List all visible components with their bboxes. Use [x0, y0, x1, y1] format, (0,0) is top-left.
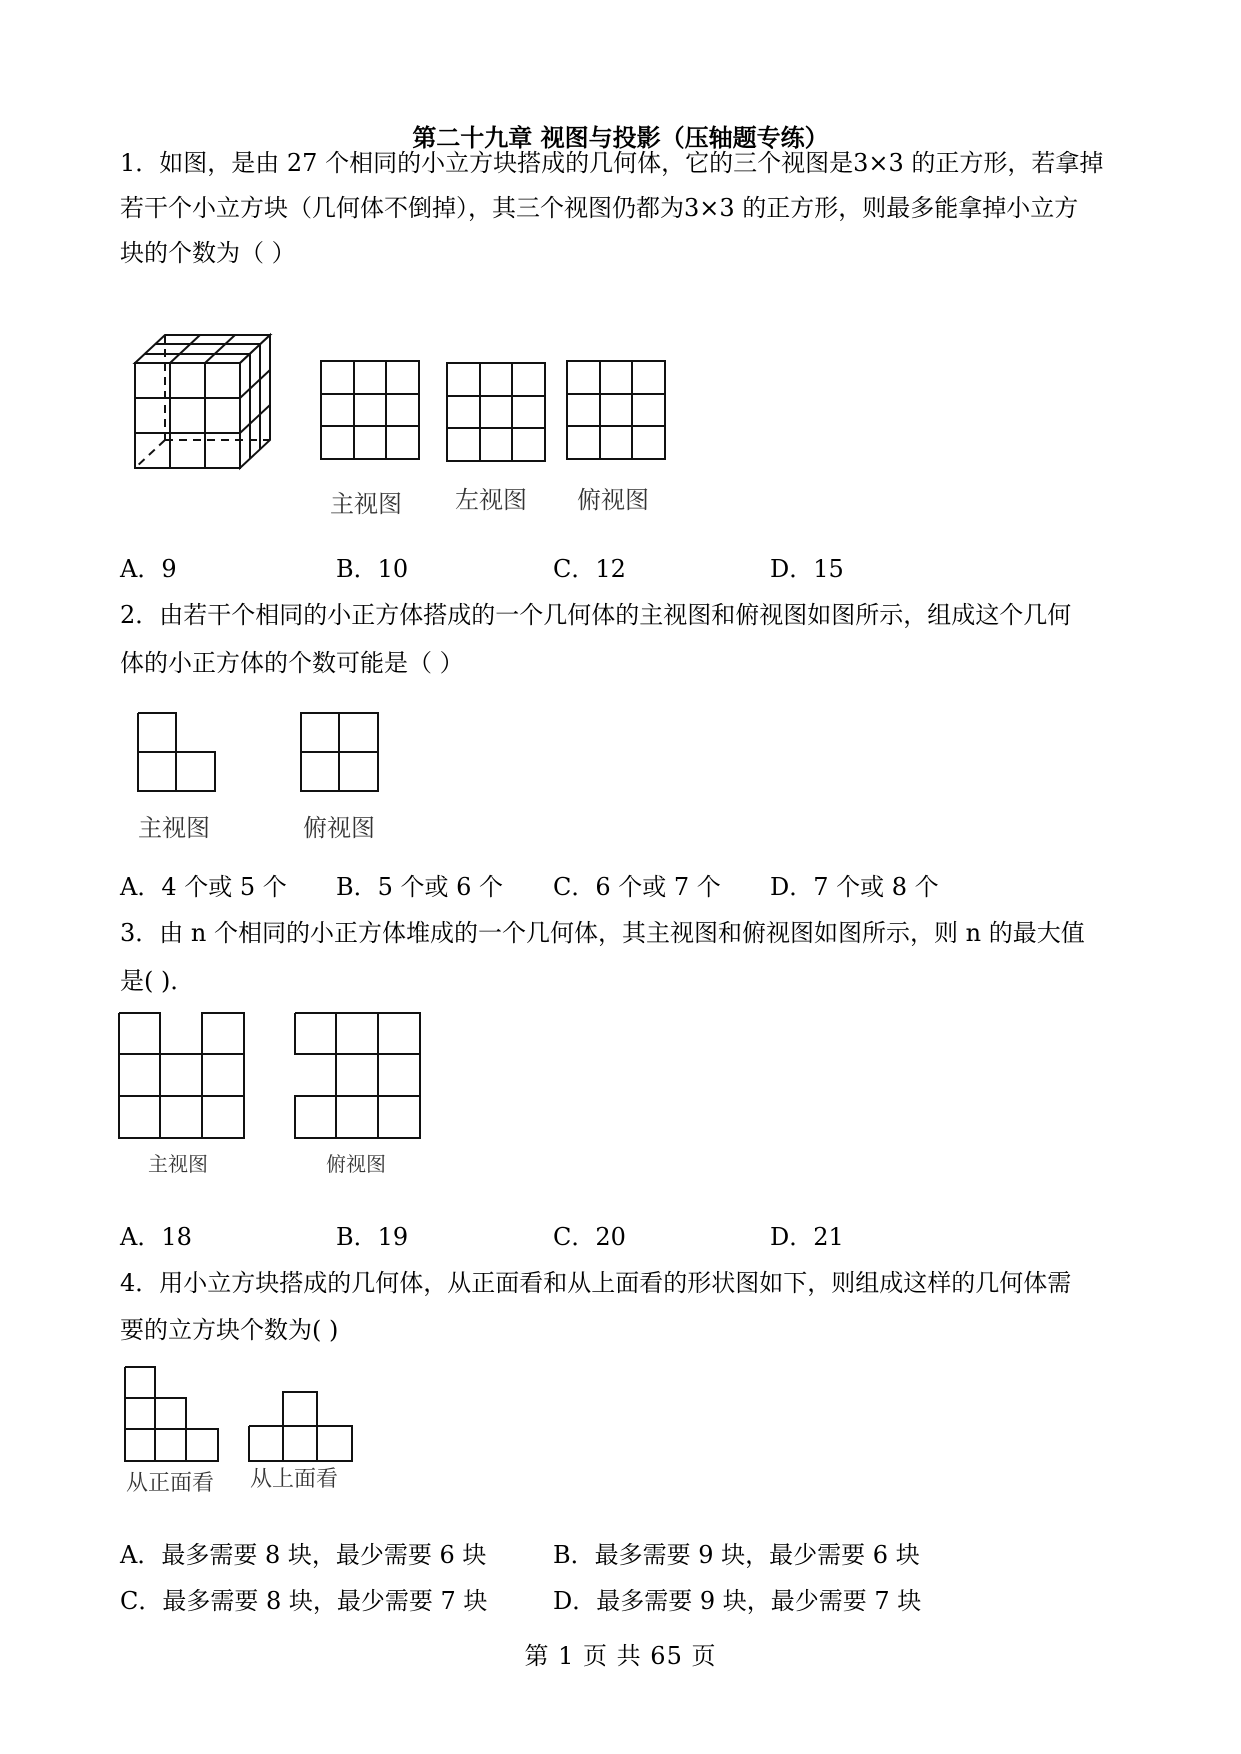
q1-caption-top: 俯视图: [577, 486, 649, 514]
q1-top-view: [566, 360, 666, 460]
q3-caption-main: 主视图: [148, 1152, 208, 1176]
q2-main-view: [137, 712, 217, 792]
q4-option-d: D．最多需要 9 块，最少需要 7 块: [553, 1587, 922, 1615]
page-title: 第二十九章 视图与投影（压轴题专练）: [412, 124, 829, 152]
page-footer: 第 1 页 共 65 页: [524, 1642, 717, 1670]
q3-line-2: 是( )．: [120, 967, 195, 995]
q4-top-view: [248, 1390, 358, 1466]
q1-option-a: A．9: [120, 555, 177, 583]
q2-line-1: 2．由若干个相同的小正方体搭成的一个几何体的主视图和俯视图如图所示，组成这个几何: [120, 601, 1072, 629]
q3-top-view: [294, 1012, 422, 1140]
q3-main-view: [118, 1012, 246, 1140]
q1-line-1: 1．如图，是由 27 个相同的小立方块搭成的几何体，它的三个视图是3×3 的正方形，若拿掉: [120, 149, 1104, 177]
q3-option-a: A．18: [120, 1223, 192, 1251]
q4-option-a: A．最多需要 8 块，最少需要 6 块: [120, 1541, 487, 1569]
q4-line-1: 4．用小立方块搭成的几何体，从正面看和从上面看的形状图如下，则组成这样的几何体需: [120, 1269, 1072, 1297]
q2-caption-top: 俯视图: [303, 814, 375, 842]
q4-option-b: B．最多需要 9 块，最少需要 6 块: [553, 1541, 920, 1569]
q4-front-view: [124, 1366, 224, 1466]
q3-option-c: C．20: [553, 1223, 626, 1251]
q3-caption-top: 俯视图: [326, 1152, 386, 1176]
q4-line-2: 要的立方块个数为( ): [120, 1316, 339, 1344]
q4-caption-top: 从上面看: [250, 1467, 339, 1492]
q1-cube-figure: [130, 330, 280, 480]
q2-caption-main: 主视图: [138, 814, 210, 842]
q2-top-view: [300, 712, 380, 792]
q2-option-b: B．5 个或 6 个: [336, 873, 504, 901]
q1-main-view: [320, 360, 420, 460]
q1-option-d: D．15: [770, 555, 844, 583]
q4-option-c: C．最多需要 8 块，最少需要 7 块: [120, 1587, 488, 1615]
q3-line-1: 3．由 n 个相同的小正方体堆成的一个几何体，其主视图和俯视图如图所示，则 n 的最大值: [120, 919, 1085, 947]
q1-caption-main: 主视图: [330, 490, 402, 518]
q1-caption-left: 左视图: [455, 486, 527, 514]
q2-option-d: D．7 个或 8 个: [770, 873, 939, 901]
q2-option-a: A．4 个或 5 个: [120, 873, 287, 901]
q4-caption-front: 从正面看: [126, 1471, 215, 1496]
q3-option-b: B．19: [336, 1223, 409, 1251]
q1-option-b: B．10: [336, 555, 409, 583]
q3-option-d: D．21: [770, 1223, 844, 1251]
q1-line-3: 块的个数为（ ）: [120, 239, 296, 267]
q1-line-2: 若干个小立方块（几何体不倒掉），其三个视图仍都为3×3 的正方形，则最多能拿掉小立方: [120, 194, 1079, 222]
q2-option-c: C．6 个或 7 个: [553, 873, 721, 901]
q1-option-c: C．12: [553, 555, 626, 583]
q2-line-2: 体的小正方体的个数可能是（ ）: [120, 649, 464, 677]
q1-left-view: [446, 362, 546, 462]
